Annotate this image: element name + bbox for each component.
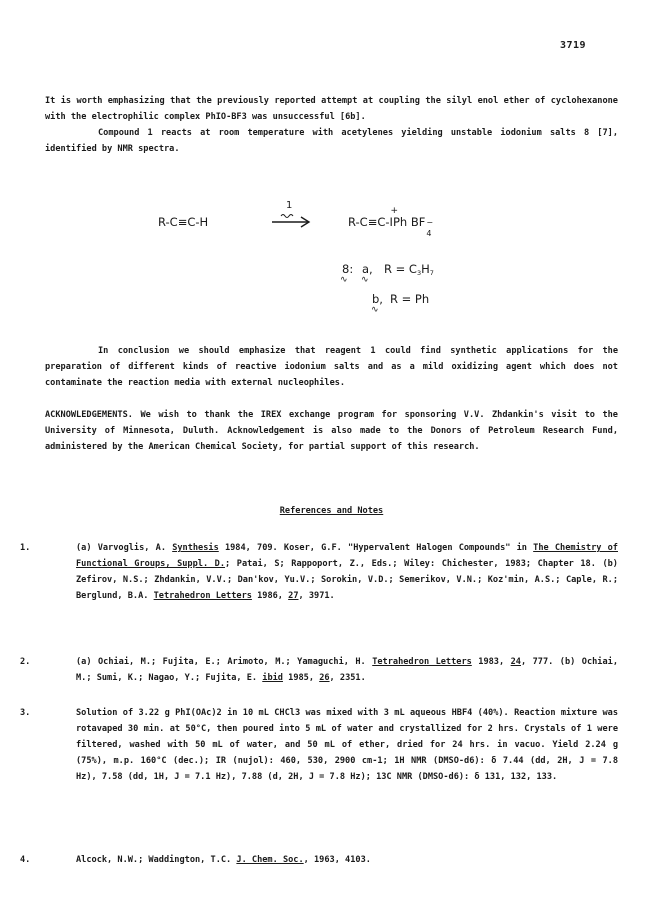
- reference-text: Alcock, N.W.; Waddington, T.C. J. Chem. Soc., 1963, 4103.: [76, 855, 371, 865]
- variant-a-label: a,: [362, 262, 373, 276]
- reference-text: Solution of 3.22 g PhI(OAc)2 in 10 mL CHCl3 was mixed with 3 mL aqueous HBF4 (40%). Reaction mixture was rotavaped 30 min. at 50°C, then poured into 5 mL of water and crystallized for 2 hrs. Crystals of 1 were filtered, washed with 50 mL of water, and 50 mL of ether, dried for 24 hrs. in vacuo. Yield 2.24 g (75%), m.p. 160°C (dec.); IR (nujol): 460, 530, 2900 cm-1; 1H NMR (DMSO-d6): δ 7.44 (dd, 2H, J = 7.8 Hz), 7.58 (dd, 1H, J = 7.1 Hz), 7.88 (d, 2H, J = 7.8 Hz); 13C NMR (DMSO-d6): δ 131, 132, 133.: [76, 708, 618, 782]
- product-iodonium-salt: R-C≡C-I + Ph BF − 4: [348, 206, 434, 238]
- compound-8-label: 8:: [342, 262, 354, 276]
- reference-item: [20, 654, 618, 686]
- reference-item: [20, 852, 618, 868]
- acknowledgements-text: We wish to thank the IREX exchange program for sponsoring V.V. Zhdankin's visit to the University of Minnesota, Duluth. Acknowledgement is also made to the Donors of Petroleum Research Fund, administered by the American Chemical Society, for partial support of this research.: [45, 410, 618, 452]
- reference-number: 4.: [20, 855, 31, 865]
- intro-paragraph-1: It is worth emphasizing that the previously reported attempt at coupling the silyl enol ether of cyclohexanone with the electrophilic complex PhIO-BF3 was unsuccessful [6b].: [45, 96, 618, 122]
- wavy-underline: ∿: [371, 305, 379, 315]
- acknowledgements-heading: ACKNOWLEDGEMENTS.: [45, 410, 133, 420]
- conclusion-paragraph: In conclusion we should emphasize that reagent 1 could find synthetic applications for the preparation of different kinds of reactive iodonium salts and as a mild oxidizing agent which does not contaminate the reaction media with external nucleophiles.: [45, 346, 618, 388]
- wavy-underline: ∿: [361, 275, 369, 285]
- variant-b-formula: R = Ph: [390, 292, 430, 306]
- reference-text: (a) Ochiai, M.; Fujita, E.; Arimoto, M.; Yamaguchi, H. Tetrahedron Letters 1983, 24, 777. (b) Ochiai, M.; Sumi, K.; Nagao, Y.; Fujita, E. ibid 1985, 26, 2351.: [76, 657, 618, 683]
- reference-number: 3.: [20, 708, 31, 718]
- reference-item: [20, 540, 618, 604]
- reactant-alkyne: R-C≡C-H: [158, 215, 209, 229]
- variant-b-label: b,: [372, 292, 383, 306]
- variant-a-formula: $R = C_3H_7$: [384, 262, 434, 277]
- reference-number: 1.: [20, 543, 31, 553]
- acknowledgements: [45, 407, 618, 455]
- reference-item: [20, 705, 618, 785]
- reference-number: 2.: [20, 657, 31, 667]
- reaction-arrow: [272, 210, 312, 230]
- reagent-label: 1: [286, 200, 293, 211]
- wavy-underline: ∿: [340, 275, 348, 285]
- intro-paragraph-2: Compound 1 reacts at room temperature with acetylenes yielding unstable iodonium salts 8 [7], identified by NMR spectra.: [45, 128, 618, 154]
- reference-text: (a) Varvoglis, A. Synthesis 1984, 709. Koser, G.F. "Hypervalent Halogen Compounds" in The Chemistry of Functional Groups, Suppl. D.; Patai, S; Rappoport, Z., Eds.; Wiley: Chichester, 1983; Chapter 18. (b) Zefirov, N.S.; Zhdankin, V.V.; Dan'kov, Yu.V.; Sorokin, V.D.; Semerikov, V.N.; Koz'min, A.S.; Caple, R.; Berglund, B.A. Tetrahedron Letters 1986, 27, 3971.: [76, 543, 618, 601]
- references-title: References and Notes: [279, 506, 384, 516]
- page-number: 3719: [560, 40, 587, 51]
